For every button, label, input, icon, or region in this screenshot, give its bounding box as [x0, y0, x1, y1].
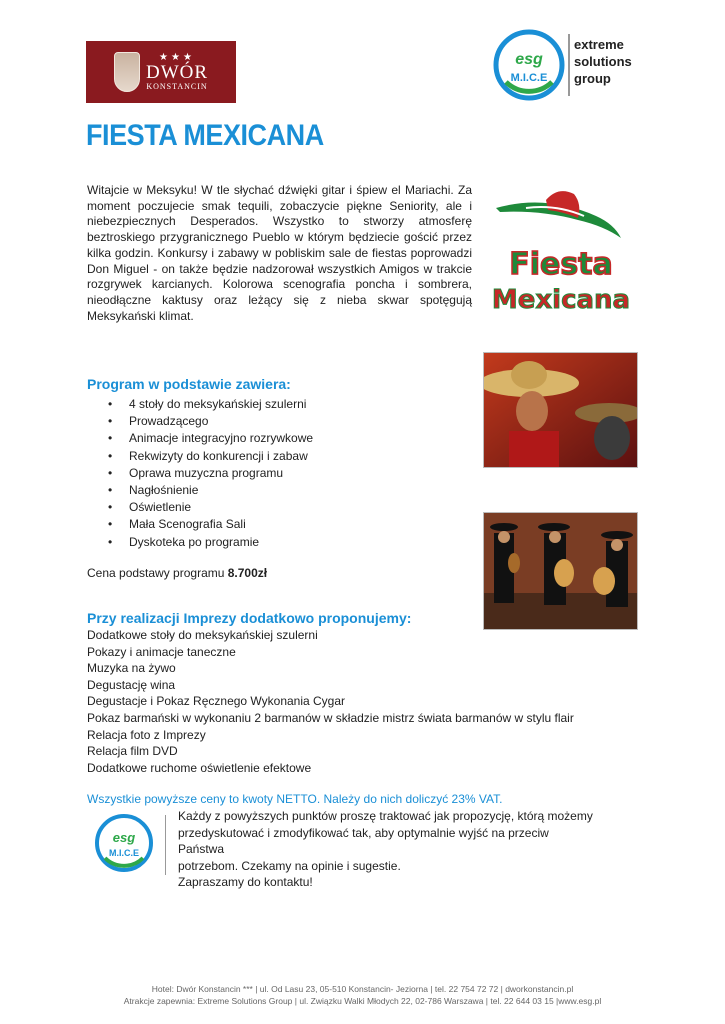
list-item: • Oprawa muzyczna programu [108, 465, 313, 482]
intro-paragraph: Witajcie w Meksyku! W tle słychać dźwięki gitar i śpiew el Mariachi. Za moment poczujecie smak tequili, zobaczycie piękne Seniority, ale i niebezpiecznych Desperados. Wszystko to stworzy atmosferę beztroskiego przygranicznego Pueblo w którym będziecie gościć przez kilka godzin. Konkursy i zabawy w pobliskim sale de fiestas poprowadzi Don Miguel - on także będzie nadzorował wszystkich Amigos w trakcie rozgrywek karcianych. Kolorowa scenografia poncha i sombrera, nieodłączne kaktusy oraz leżący się z nieba skwar spotęgują Meksykański klimat. [87, 183, 472, 323]
footer-esg-line: Atrakcje zapewnia: Extreme Solutions Group | ul. Związku Walki Młodych 22, 02-786 Warszawa | tel. 22 644 03 15 |www.esg.pl [123, 996, 602, 1006]
list-item: Pokazy i animacje taneczne [87, 644, 236, 659]
esg-small-logo [86, 812, 166, 874]
vat-note: Wszystkie powyższe ceny to kwoty NETTO. Należy do nich doliczyć 23% VAT. [87, 792, 503, 806]
list-item: • Mała Scenografia Sali [108, 516, 313, 533]
list-item: Pokaz barmański w wykonaniu 2 barmanów w składzie mistrz świata barmanów w stylu flair [87, 710, 574, 725]
sombrero-icon [486, 186, 636, 318]
list-item: • Prowadzącego [108, 413, 313, 430]
list-item: • Dyskoteka po programie [108, 534, 313, 551]
hotel-name: DWÓR [145, 62, 209, 83]
closing-paragraph [178, 808, 598, 891]
esg-small-mice-text: M.I.C.E [108, 848, 140, 858]
fiesta-text: Fiesta [509, 247, 613, 282]
esg-small-mark-text: esg [112, 830, 136, 845]
page-title: FIESTA MEXICANA [86, 119, 324, 152]
closing-line: przedyskutować i zmodyfikować tak, aby optymalnie wyjść na przeciw Państwa [178, 825, 549, 856]
closing-line: Każdy z powyższych punktów proszę traktować jak propozycję, którą możemy [178, 809, 593, 823]
list-item: Relacja foto z Imprezy [87, 727, 206, 742]
footer-hotel-line: Hotel: Dwór Konstancin *** | ul. Od Lasu 23, 05-510 Konstancin- Jeziorna | tel. 22 754 72 72 | dworkonstancin.pl [151, 984, 574, 994]
esg-mark-text: esg [515, 51, 543, 68]
program-list [108, 396, 313, 551]
list-item: • Oświetlenie [108, 499, 313, 516]
price-label: Cena podstawy programu [87, 566, 228, 580]
list-item: Muzyka na żywo [87, 661, 176, 676]
divider [165, 815, 166, 875]
list-item: Dodatkowe ruchome oświetlenie efektowe [87, 760, 312, 775]
program-price [87, 566, 267, 580]
esg-line-group: group [574, 71, 611, 86]
hotel-logo [86, 41, 236, 103]
footer [0, 983, 725, 1007]
esg-line-solutions: solutions [574, 54, 632, 69]
mariachi-band-photo [483, 512, 638, 630]
list-item: Degustację wina [87, 677, 176, 692]
closing-line: Zapraszamy do kontaktu! [178, 875, 313, 889]
list-item: Degustacje i Pokaz Ręcznego Wykonania Cygar [87, 694, 346, 709]
extras-heading: Przy realizacji Imprezy dodatkowo proponujemy: [87, 610, 412, 626]
fiesta-mexicana-image [486, 186, 636, 318]
esg-line-extreme: extreme [574, 37, 624, 52]
mariachi-photo [483, 352, 638, 468]
list-item: • Nagłośnienie [108, 482, 313, 499]
esg-logo [492, 28, 642, 102]
esg-mice-text: M.I.C.E [510, 72, 548, 84]
mexicana-text: Mexicana [491, 285, 631, 315]
price-value: 8.700zł [227, 566, 268, 580]
hotel-subname: KONSTANCIN [146, 82, 208, 91]
closing-line: potrzebom. Czekamy na opinie i sugestie. [178, 858, 401, 873]
esg-small-circle-icon [86, 812, 166, 874]
list-item: • Rekwizyty do konkurencji i zabaw [108, 448, 313, 465]
list-item: Relacja film DVD [87, 744, 178, 759]
program-heading: Program w podstawie zawiera: [87, 376, 291, 392]
list-item: Dodatkowe stoły do meksykańskiej szulerni [87, 628, 318, 642]
list-item: • 4 stoły do meksykańskiej szulerni [108, 396, 313, 413]
hotel-crest-icon [114, 52, 140, 92]
extras-list [87, 627, 574, 776]
list-item: • Animacje integracyjno rozrywkowe [108, 430, 313, 447]
hotel-stars: ★★★ [159, 52, 195, 63]
